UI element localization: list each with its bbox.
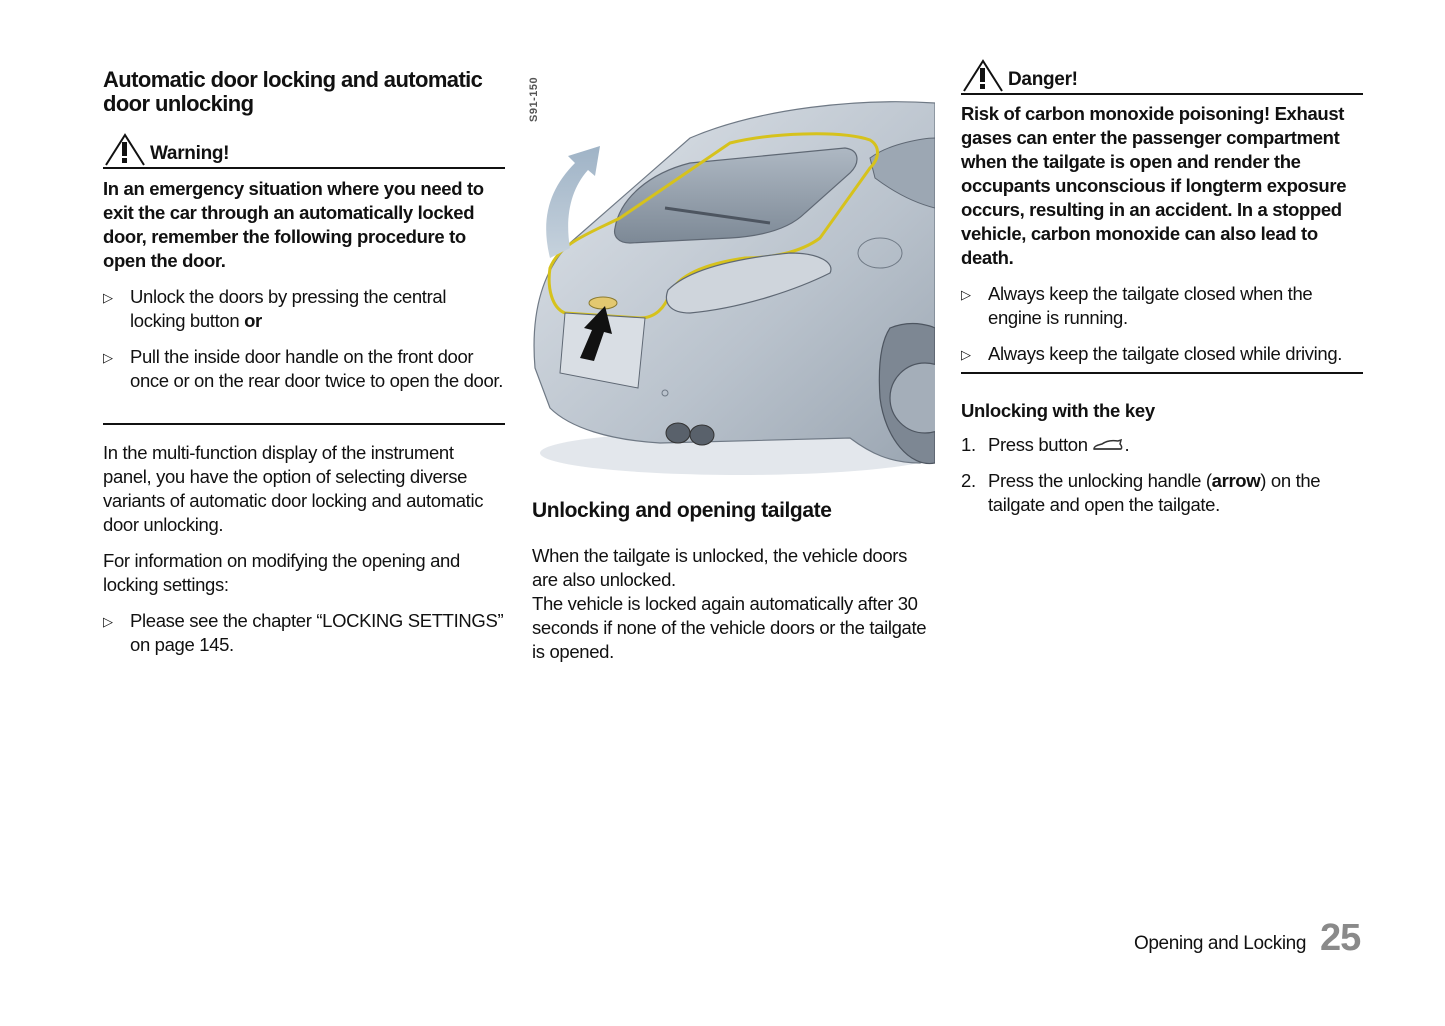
warning-text: In an emergency situation where you need to exit the car through an automatically locked door, remember the following procedure to open the door. xyxy=(103,178,484,271)
footer-section-label: Opening and Locking xyxy=(1134,933,1306,954)
list-item: ▷ Pull the inside door handle on the front door once or on the rear door twice to open the door. xyxy=(103,346,503,391)
list-item: ▷ Unlock the doors by pressing the central locking button or xyxy=(103,286,447,331)
paragraph: The vehicle is locked again automatically after 30 seconds if none of the vehicle doors or the tailgate is opened. xyxy=(532,593,927,662)
step-item: 2. Press the unlocking handle (arrow) on the tailgate and open the tailgate. xyxy=(961,470,1321,515)
section-title: Automatic door locking and automatic door unlocking xyxy=(103,67,483,116)
bullet-triangle-icon: ▷ xyxy=(103,290,113,305)
warning-end-rule xyxy=(103,423,505,425)
warning-header xyxy=(103,133,505,169)
car-tailgate-icon xyxy=(1092,437,1124,453)
danger-end-rule xyxy=(961,372,1363,374)
figure-code: S91-150 xyxy=(528,76,540,122)
bullet-triangle-icon: ▷ xyxy=(961,347,971,362)
warning-triangle-icon xyxy=(961,58,1005,92)
warning-label: Warning! xyxy=(150,143,230,164)
warning-triangle-icon xyxy=(103,132,147,166)
page-number: 25 xyxy=(1320,917,1361,959)
step-item: 1. Press button . xyxy=(961,434,1130,455)
danger-label: Danger! xyxy=(1008,69,1078,90)
paragraph: In the multi-function display of the instrument panel, you have the option of selecting diverse variants of automatic door locking and automatic door unlocking. xyxy=(103,442,484,535)
danger-text: Risk of carbon monoxide poisoning! Exhaust gases can enter the passenger compartment when the tailgate is open and render the occupants unconscious if longterm exposure occurs, resulting in an accident. In a stopped vehicle, carbon monoxide can also lead to death. xyxy=(961,103,1347,268)
list-item: ▷ Please see the chapter “LOCKING SETTINGS” on page 145. xyxy=(103,610,504,655)
list-item: ▷ Always keep the tailgate closed while driving. xyxy=(961,342,1368,366)
subheading: Unlocking with the key xyxy=(961,400,1155,421)
bullet-triangle-icon: ▷ xyxy=(103,614,113,629)
bullet-triangle-icon: ▷ xyxy=(961,287,971,302)
bullet-triangle-icon: ▷ xyxy=(103,350,113,365)
section-heading: Unlocking and opening tailgate xyxy=(532,499,832,522)
tailgate-illustration xyxy=(530,68,935,478)
paragraph: For information on modifying the opening and locking settings: xyxy=(103,550,460,595)
list-item: ▷ Always keep the tailgate closed when the engine is running. xyxy=(961,283,1313,328)
danger-header xyxy=(961,59,1363,95)
paragraph: When the tailgate is unlocked, the vehicle doors are also unlocked. xyxy=(532,545,908,590)
